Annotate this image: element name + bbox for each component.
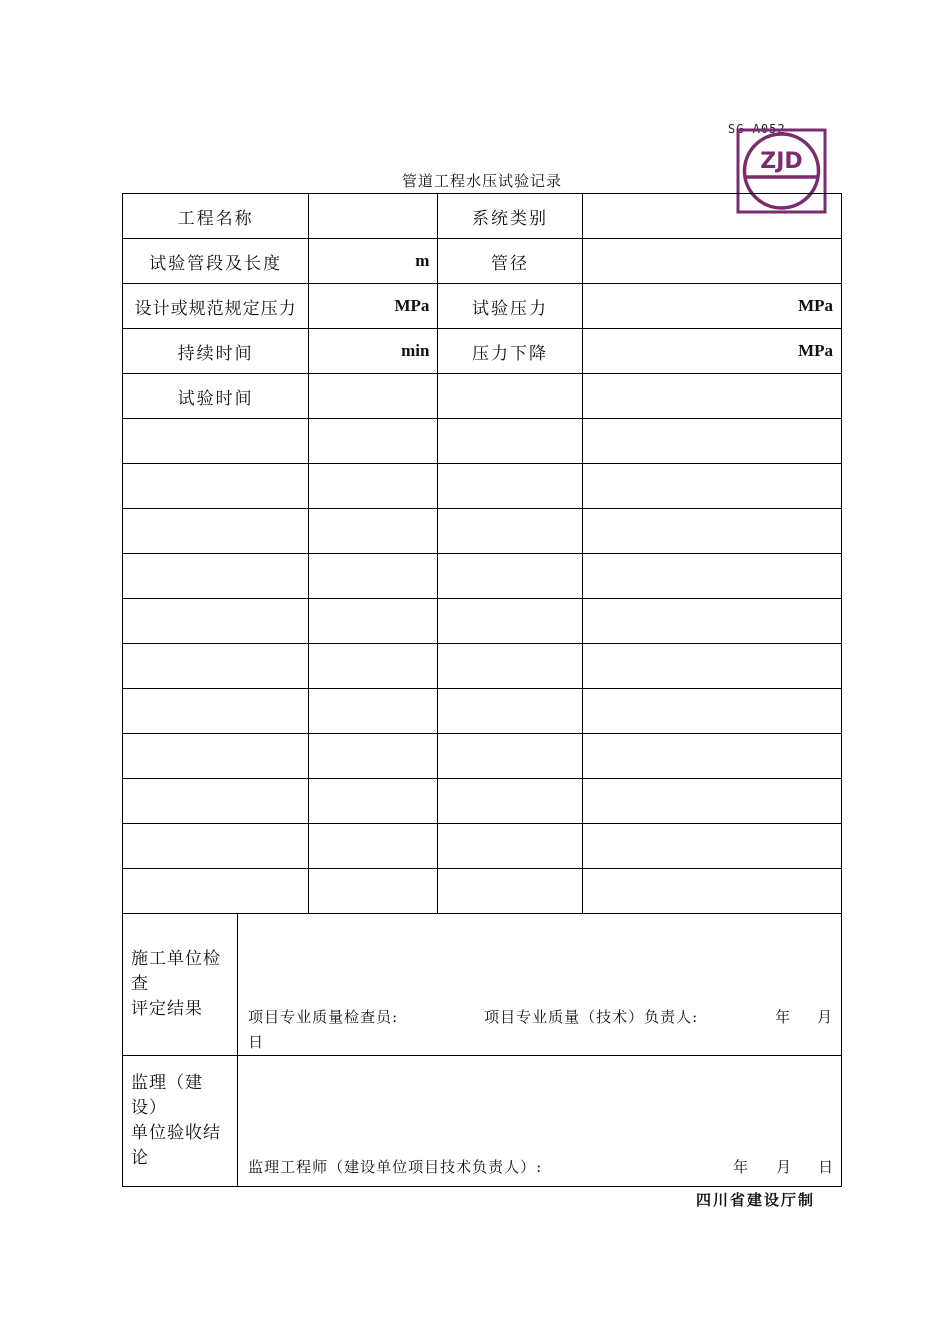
blank-cell[interactable]: [582, 509, 841, 554]
blank-row: [123, 464, 842, 509]
blank-cell[interactable]: [582, 554, 841, 599]
pipe-diameter-value[interactable]: [582, 239, 841, 284]
blank-cell[interactable]: [582, 734, 841, 779]
blank-cell[interactable]: [123, 869, 309, 914]
row-supervision: [123, 1056, 842, 1187]
blank-cell[interactable]: [309, 644, 438, 689]
blank-cell[interactable]: [309, 419, 438, 464]
blank-cell[interactable]: [309, 464, 438, 509]
engineer-label: 监理工程师（建设单位项目技术负责人）:: [248, 1158, 543, 1176]
blank-cell[interactable]: [123, 599, 309, 644]
test-time-cell[interactable]: [582, 374, 841, 419]
blank-row: [123, 599, 842, 644]
blank-cell[interactable]: [123, 419, 309, 464]
blank-cell[interactable]: [582, 824, 841, 869]
blank-cell[interactable]: [123, 779, 309, 824]
blank-cell[interactable]: [582, 644, 841, 689]
row-pressure: [123, 284, 842, 329]
blank-cell[interactable]: [582, 689, 841, 734]
blank-cell[interactable]: [309, 599, 438, 644]
project-name-label: 工程名称: [123, 194, 309, 239]
supervision-result-cell[interactable]: [238, 1056, 842, 1187]
construction-label-line2: 评定结果: [131, 999, 203, 1019]
document-title: 管道工程水压试验记录: [401, 172, 562, 190]
design-pressure-value[interactable]: MPa: [309, 284, 438, 329]
blank-cell[interactable]: [309, 779, 438, 824]
blank-row: [123, 689, 842, 734]
duration-value[interactable]: min: [309, 329, 438, 374]
supervision-label-line1: 监理（建设）: [131, 1073, 203, 1118]
construction-label-line1: 施工单位检查: [131, 949, 221, 994]
blank-row: [123, 554, 842, 599]
test-section-label: 试验管段及长度: [123, 239, 309, 284]
system-type-label: 系统类别: [438, 194, 582, 239]
blank-row: [123, 509, 842, 554]
blank-cell[interactable]: [582, 464, 841, 509]
blank-cell[interactable]: [438, 689, 582, 734]
blank-cell[interactable]: [438, 644, 582, 689]
day-label: 日: [248, 1033, 265, 1051]
month-label: 月: [776, 1158, 793, 1176]
blank-cell[interactable]: [309, 824, 438, 869]
test-time-cell[interactable]: [438, 374, 582, 419]
blank-cell[interactable]: [438, 869, 582, 914]
blank-cell[interactable]: [309, 689, 438, 734]
blank-row: [123, 734, 842, 779]
row-duration: [123, 329, 842, 374]
project-name-value[interactable]: [309, 194, 438, 239]
row-construction-check: [123, 914, 842, 1056]
blank-cell[interactable]: [123, 554, 309, 599]
row-test-time: [123, 374, 842, 419]
test-pressure-value[interactable]: MPa: [582, 284, 841, 329]
tech-lead-label: 项目专业质量（技术）负责人:: [484, 1008, 699, 1026]
blank-cell[interactable]: [309, 509, 438, 554]
row-project: [123, 194, 842, 239]
blank-cell[interactable]: [582, 599, 841, 644]
blank-cell[interactable]: [438, 734, 582, 779]
month-label: 月: [817, 1008, 834, 1026]
year-label: 年: [775, 1008, 792, 1026]
blank-cell[interactable]: [123, 824, 309, 869]
inspector-label: 项目专业质量检查员:: [248, 1008, 399, 1026]
form-code: SG-A052: [728, 122, 786, 136]
blank-cell[interactable]: [123, 734, 309, 779]
test-pressure-label: 试验压力: [438, 284, 582, 329]
blank-cell[interactable]: [438, 464, 582, 509]
blank-cell[interactable]: [438, 554, 582, 599]
test-section-value[interactable]: m: [309, 239, 438, 284]
test-time-label: 试验时间: [123, 374, 309, 419]
duration-label: 持续时间: [123, 329, 309, 374]
construction-result-cell[interactable]: [238, 914, 842, 1056]
row-section: [123, 239, 842, 284]
supervision-label-line2: 单位验收结论: [131, 1123, 221, 1168]
blank-row: [123, 779, 842, 824]
issuer: 四川省建设厅制: [696, 1191, 816, 1209]
blank-cell[interactable]: [309, 554, 438, 599]
system-type-value[interactable]: [582, 194, 841, 239]
supervision-label: [123, 1056, 238, 1187]
pressure-drop-value[interactable]: MPa: [582, 329, 841, 374]
construction-label: [123, 914, 238, 1056]
blank-row: [123, 419, 842, 464]
design-pressure-label: 设计或规范规定压力: [123, 284, 309, 329]
blank-cell[interactable]: [123, 644, 309, 689]
blank-cell[interactable]: [438, 419, 582, 464]
blank-cell[interactable]: [438, 599, 582, 644]
blank-cell[interactable]: [582, 419, 841, 464]
blank-cell[interactable]: [438, 779, 582, 824]
blank-cell[interactable]: [123, 509, 309, 554]
blank-cell[interactable]: [438, 509, 582, 554]
test-time-cell[interactable]: [309, 374, 438, 419]
logo-text: ZJD: [760, 149, 803, 174]
blank-row: [123, 644, 842, 689]
blank-cell[interactable]: [123, 464, 309, 509]
day-label: 日: [818, 1158, 835, 1176]
blank-cell[interactable]: [309, 734, 438, 779]
pressure-drop-label: 压力下降: [438, 329, 582, 374]
blank-row: [123, 824, 842, 869]
pipe-diameter-label: 管径: [438, 239, 582, 284]
blank-cell[interactable]: [438, 824, 582, 869]
blank-cell[interactable]: [582, 869, 841, 914]
blank-cell[interactable]: [123, 689, 309, 734]
test-record-table: [122, 193, 842, 1187]
year-label: 年: [733, 1158, 750, 1176]
blank-row: [123, 869, 842, 914]
blank-cell[interactable]: [309, 869, 438, 914]
blank-cell[interactable]: [582, 779, 841, 824]
